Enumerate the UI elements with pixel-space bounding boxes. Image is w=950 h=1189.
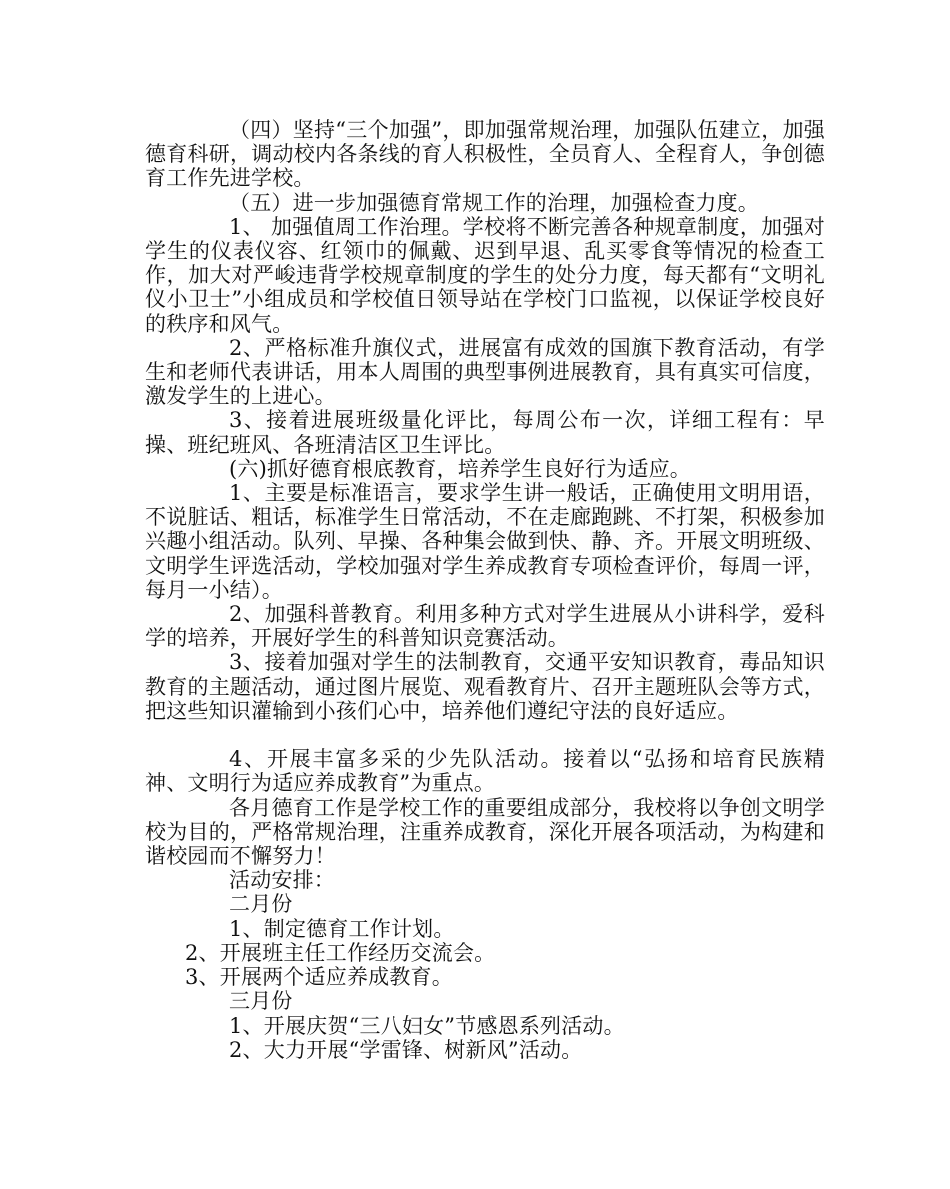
blank-line	[145, 723, 825, 747]
schedule-heading: 活动安排：	[229, 868, 335, 893]
schedule-march-label: 三月份	[229, 989, 293, 1014]
schedule-march-item: 2、大力开展“学雷锋、树新风”活动。	[229, 1037, 583, 1062]
schedule-february-item: 3、开展两个适应养成教育。	[185, 965, 453, 990]
paragraph-five-heading: （五）进一步加强德育常规工作的治理，加强检查力度。	[229, 190, 759, 215]
schedule-march-item: 1、开展庆贺“三八妇女”节感恩系列活动。	[229, 1013, 625, 1038]
paragraph-duty-week: 1、 加强值周工作治理。学校将不断完善各种规章制度，加强对学生的仪表仪容、红领巾的佩戴、迟到早退、乱买零食等情况的检查工作，加大对严峻违背学校规章制度的学生的处分力度，每天都有“文明礼仪小卫士”小组成员和学校值日领导站在学校门口监视，以保证学校良好的秩序和风气。	[145, 214, 825, 336]
schedule-february-item: 2、开展班主任工作经历交流会。	[185, 940, 496, 965]
document-body	[145, 118, 825, 1062]
schedule-february-item: 1、制定德育工作计划。	[229, 916, 455, 941]
paragraph-science-education: 2、加强科普教育。利用多种方式对学生进展从小讲科学，爱科学的培养，开展好学生的科普知识竞赛活动。	[145, 602, 825, 651]
paragraph-class-evaluation: 3、接着进展班级量化评比，每周公布一次，详细工程有：早操、班纪班风、各班清洁区卫生评比。	[145, 408, 825, 457]
paragraph-flag-ceremony: 2、严格标准升旗仪式，进展富有成效的国旗下教育活动，有学生和老师代表讲话，用本人周围的典型事例进展教育，具有真实可信度，激发学生的上进心。	[145, 335, 825, 409]
paragraph-four-strengthen: （四）坚持“三个加强”，即加强常规治理，加强队伍建立，加强德育科研，调动校内各条线的育人积极性，全员育人、全程育人，争创德育工作先进学校。	[145, 118, 825, 191]
paragraph-monthly-summary: 各月德育工作是学校工作的重要组成部分，我校将以争创文明学校为目的，严格常规治理，注重养成教育，深化开展各项活动，为构建和谐校园而不懈努力！	[145, 795, 825, 869]
paragraph-young-pioneers: 4、开展丰富多采的少先队活动。接着以“弘扬和培育民族精神、文明行为适应养成教育”为重点。	[145, 747, 825, 796]
paragraph-standard-language: 1、主要是标准语言，要求学生讲一般话，正确使用文明用语，不说脏话、粗话，标准学生日常活动，不在走廊跑跳、不打架，积极参加兴趣小组活动。队列、早操、各种集会做到快、静、齐。开展文明班级、文明学生评选活动，学校加强对学生养成教育专项检查评价，每周一评，每月一小结）。	[145, 481, 825, 602]
schedule-february-label: 二月份	[229, 892, 293, 917]
paragraph-legal-education: 3、接着加强对学生的法制教育，交通平安知识教育，毒品知识教育的主题活动，通过图片展览、观看教育片、召开主题班队会等方式，把这些知识灌输到小孩们心中，培养他们遵纪守法的良好适应。	[145, 650, 825, 723]
paragraph-six-heading: (六)抓好德育根底教育，培养学生良好行为适应。	[229, 456, 691, 481]
